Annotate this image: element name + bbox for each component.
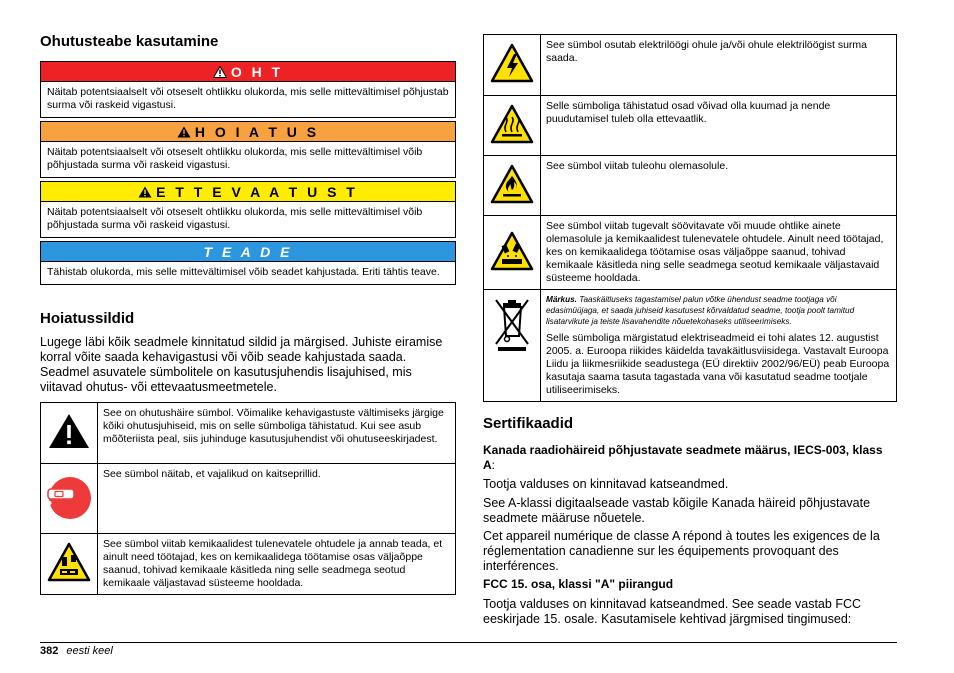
section-title-safety-info: Ohutusteabe kasutamine (40, 33, 219, 50)
warning-label: H O I A T U S (194, 123, 320, 140)
left-symbol-table (40, 402, 456, 595)
footer-language: eesti keel (66, 645, 113, 657)
cert-para-4: Tootja valduses on kinnitavad katseandmed. See seade vastab FCC eeskirjade 15. osale. Kasutamisele kehtivad järgmised tingimused: (483, 597, 862, 626)
symbol-icon-cell (484, 35, 541, 96)
symbol-icon-cell (41, 534, 98, 595)
danger-header (41, 62, 455, 82)
symbol-row (41, 534, 456, 595)
notice-header (41, 242, 455, 262)
symbol-row (41, 464, 456, 534)
safety-glasses-icon (46, 472, 92, 522)
symbol-row (484, 96, 897, 156)
cert-para-2: See A-klassi digitaalseade vastab kõigile Kanada häireid põhjustavate seadmete määruse nõuetele. (483, 496, 871, 525)
symbol-row (41, 403, 456, 464)
electric-hazard-icon (490, 43, 534, 83)
weee-note (546, 294, 891, 327)
symbol-row-weee (484, 290, 897, 402)
symbol-icon-cell (41, 403, 98, 464)
page-number: 382 (40, 645, 59, 657)
page-footer (40, 645, 113, 657)
notice-text: Tähistab olukorda, mis selle mittevältimisel võib seadet kahjustada. Eriti tähtis teave. (47, 266, 440, 278)
symbol-row (484, 156, 897, 216)
warning-header (41, 122, 455, 142)
warning-box (40, 121, 456, 178)
symbol-icon-cell (484, 96, 541, 156)
symbol-row (484, 35, 897, 96)
cert-para-3: Cet appareil numérique de classe A répond à toutes les exigences de la réglementation canadienne sur les équipements provoquant des interférences. (483, 529, 880, 573)
weee-text-cell (541, 290, 897, 402)
right-symbol-table (483, 34, 897, 402)
section-title-labels: Hoiatussildid (40, 310, 135, 327)
weee-text: Selle sümboliga märgistatud elektriseadmeid ei tohi alates 12. augustist 2005. a. Euroopa riikides käidelda tavakäitlusviisidega. Vastavalt Euroopa Liidu ja liikmesriikide seadustega (EÜ direktiiv 2002/96/EÜ) peab Euroopa kasutaja saama tasuta tagastada vana või kasutatud seadme tootjale utiliseerimiseks. (546, 332, 890, 396)
symbol-text: See sümbol näitab, et vajalikud on kaitseprillid. (98, 464, 456, 534)
caution-text: Näitab potentsiaalselt või otseselt ohtlikku olukorda, mis selle mittevältimisel võib põhjustada surma või raskeid vigastusi. (47, 206, 423, 231)
footer-divider (40, 642, 897, 643)
symbol-icon-cell (484, 216, 541, 290)
weee-bin-icon (492, 296, 532, 352)
warning-triangle-icon (177, 126, 191, 138)
section-title-certificates: Sertifikaadid (483, 415, 574, 432)
caution-header (41, 182, 455, 202)
symbol-icon-cell (41, 464, 98, 534)
labels-paragraph: Lugege läbi kõik seadmele kinnitatud sildid ja märgised. Juhiste eiramise korral võite saada kehavigastusi või võib seade kahjustada saada. Seadmel asuvatele sümbolitele on kasutusjuhendis lisajuhised, mis viitavad ohutus- või ettevaatusmeetmetele. (40, 335, 443, 394)
symbol-icon-cell (484, 290, 541, 402)
symbol-row (484, 216, 897, 290)
chemical-hazard-icon (47, 542, 91, 582)
caution-label: E T T E V A A T U S T (156, 183, 358, 200)
notice-box (40, 241, 456, 285)
symbol-text: See on ohutushäire sümbol. Võimalike kehavigastuste vältimiseks järgige kõiki ohutusjuhiseid, mis on selle sümboliga tähistatud. Kui see asub mõõteriista peal, siis juhinduge kasutusjuhendist või ohutuseeskirjadest. (98, 403, 456, 464)
symbol-text: See sümbol viitab tuleohu olemasolule. (541, 156, 897, 216)
symbol-text: See sümbol viitab tugevalt söövitavate või muude ohtlike ainete olemasolule ja kemikaalidest tulenevatele ohtudele. Ainult need töötajad, kes on kemikaalidega töötamise osas väljaõppe saanud, tohivad kemikaale käsitleda ning selle seadmega seotud kemikaale väljastavaid süsteeme hooldada. (541, 216, 897, 290)
warning-triangle-icon (213, 66, 227, 78)
weee-note-text: Taaskäitluseks tagastamisel palun võtke ühendust seadme tootjaga või edasimüüjaga, et saada juhiseid kasutusest kõrvaldatud seadme, tootja poolt tamitud lisatarvikute ja teiste lisavahendite nõuetekohaseks utiliseerimiseks. (546, 295, 855, 326)
canada-heading (483, 443, 897, 473)
danger-text: Näitab potentsiaalselt või otseselt ohtlikku olukorda, mis selle mittevältimisel põhjustab surma või raskeid vigastusi. (47, 86, 449, 111)
warning-triangle-icon (138, 186, 152, 198)
hot-surface-icon (490, 104, 534, 144)
symbol-text: See sümbol osutab elektrilöögi ohule ja/või ohule elektrilöögist surma saada. (541, 35, 897, 96)
symbol-icon-cell (484, 156, 541, 216)
danger-box (40, 61, 456, 118)
cert-para-1: Tootja valduses on kinnitavad katseandmed. (483, 477, 729, 491)
danger-label: O H T (230, 63, 284, 80)
general-hazard-icon (47, 412, 91, 450)
notice-label: T E A D E (203, 243, 293, 260)
fire-hazard-icon (490, 164, 534, 204)
caution-box (40, 181, 456, 238)
canada-heading-suffix: : (491, 458, 496, 472)
symbol-text: Selle sümboliga tähistatud osad võivad olla kuumad ja nende puudutamisel tuleb olla ettevaatlik. (541, 96, 897, 156)
warning-text: Näitab potentsiaalselt või otseselt ohtlikku olukorda, mis selle mittevältimisel võib põhjustada surma või raskeid vigastusi. (47, 146, 423, 171)
canada-heading-text: Kanada raadiohäireid põhjustavate seadmete määrus, IECS-003, klass A (483, 443, 883, 472)
symbol-text: See sümbol viitab kemikaalidest tulenevatele ohtudele ja annab teada, et ainult need töötajad, kes on kemikaalidega töötamise osas väljaõppe saanud, tohivad kemikaale käsitleda ning selle seadmega seotud kemikaale väljastavad süsteeme hooldada. (98, 534, 456, 595)
fcc-heading: FCC 15. osa, klassi "A" piirangud (483, 577, 674, 591)
corrosive-icon (490, 231, 534, 271)
weee-note-label: Märkus. (546, 295, 577, 304)
